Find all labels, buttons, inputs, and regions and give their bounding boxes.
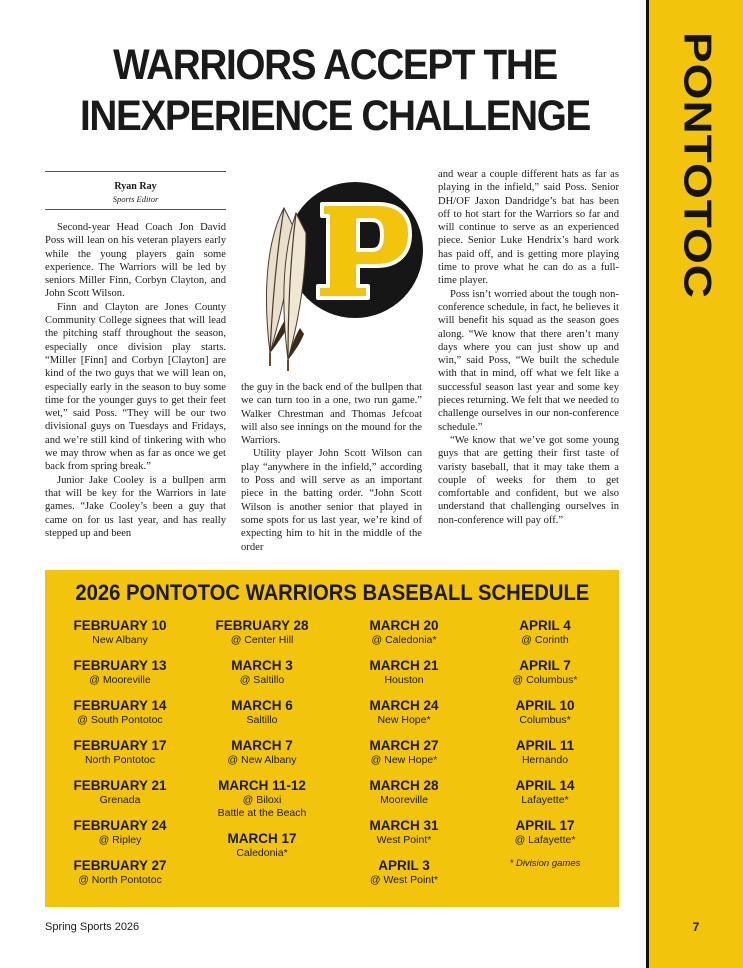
schedule-column-1 [50, 618, 190, 898]
game-entry [475, 698, 615, 727]
game-date: MARCH 3 [231, 658, 293, 673]
game-entry [192, 618, 332, 647]
game-date: APRIL 14 [515, 778, 575, 793]
game-entry [192, 738, 332, 767]
byline-rule-bottom [45, 209, 226, 210]
game-entry [334, 698, 474, 727]
game-opponent: @ Columbus* [512, 674, 578, 686]
game-opponent: @ Biloxi [242, 794, 282, 806]
game-opponent: @ New Hope* [370, 754, 438, 766]
game-entry [475, 778, 615, 807]
feather-icon [266, 208, 306, 371]
game-opponent: Mooreville [380, 794, 428, 806]
game-opponent: Saltillo [246, 714, 278, 726]
game-date: MARCH 24 [369, 698, 439, 713]
game-opponent: @ New Albany [227, 754, 297, 766]
game-date: FEBRUARY 13 [73, 658, 167, 673]
schedule-title: 2026 PONTOTOC WARRIORS BASEBALL SCHEDULE [75, 580, 589, 605]
game-date: FEBRUARY 10 [73, 618, 167, 633]
game-opponent: @ South Pontotoc [77, 714, 163, 726]
author-title: Sports Editor [112, 194, 159, 204]
warriors-logo [240, 168, 430, 373]
game-entry [475, 658, 615, 687]
game-entry [50, 738, 190, 767]
paragraph: Junior Jake Cooley is a bullpen arm that will be key for the Warriors in late games. “Jake Cooley’s been a guy that came on for us last year, and has really stepped up and been [45, 474, 226, 539]
game-opponent: @ North Pontotoc [78, 874, 162, 886]
game-opponent: Columbus* [519, 714, 571, 726]
game-date: MARCH 20 [369, 618, 439, 633]
game-date: MARCH 6 [231, 698, 293, 713]
game-entry [50, 778, 190, 807]
game-entry [334, 818, 474, 847]
game-opponent: New Albany [92, 634, 148, 646]
paragraph: Utility player John Scott Wilson can play “anywhere in the infield,” according to Poss and will serve as an important piece in the batting order. “John Scott Wilson is another senior that played in some spots for us last year, we’re kind of expecting him to hit in the middle of the order [241, 448, 422, 553]
game-date: MARCH 17 [227, 831, 297, 846]
game-entry [192, 831, 332, 860]
game-date: MARCH 21 [369, 658, 439, 673]
game-date: FEBRUARY 21 [73, 778, 167, 793]
schedule-column-3 [334, 618, 474, 898]
game-entry [50, 618, 190, 647]
game-entry [192, 658, 332, 687]
game-date: APRIL 11 [515, 738, 575, 753]
game-opponent: @ Lafayette* [514, 834, 576, 846]
paragraph: Poss isn’t worried about the tough non-conference schedule, in fact, he believes it will benefit his squad as the season goes along. “We know that there aren’t many days where you can just show up and win,” said Poss, “We built the schedule with that in mind, off what we felt like a successful season last year and some key pieces returning. We felt that we needed to challenge ourselves in our non-conference schedule.” [438, 288, 619, 433]
game-entry [475, 618, 615, 647]
game-opponent: @ Saltillo [239, 674, 285, 686]
paragraph: Second-year Head Coach Jon David Poss will lean on his veteran players early while the young players gain some experience. The Warriors will be led by seniors Miller Finn, Corbyn Clayton, and John Scott Wilson. [45, 222, 226, 300]
game-date: FEBRUARY 24 [73, 818, 167, 833]
game-opponent: Houston [384, 674, 424, 686]
game-date: APRIL 10 [515, 698, 575, 713]
game-date: FEBRUARY 27 [73, 858, 167, 873]
paragraph: Finn and Clayton are Jones County Community College signees that will lead the pitching staff throughout the season, especially once division play starts. “Miller [Finn] and Corbyn [Clayton] are kind of the two guys that we will lean on, especially early in the season to buy some time for the younger guys to get their feet wet,” said Poss. “They will be our two divisional guys on Tuesdays and Fridays, and we’re still kind of tinkering with who we may throw when as far as once we get back from spring break.” [45, 301, 226, 473]
game-date: MARCH 27 [369, 738, 439, 753]
paragraph: and wear a couple different hats as far as playing in the infield,” said Poss. Senior DH/OF Jaxon Dandridge’s bat has been off to hot start for the Warriors so far and will continue to serve as an experienced piece. Senior Luke Hendrix’s hard work has paid off, and is getting more playing time to prove what he can do as a full-time player. [438, 169, 619, 287]
page-number: 7 [692, 920, 700, 934]
game-date: APRIL 3 [378, 858, 430, 873]
game-opponent: North Pontotoc [84, 754, 156, 766]
game-opponent: Caledonia* [236, 847, 288, 859]
game-entry [475, 738, 615, 767]
game-opponent: Grenada [99, 794, 141, 806]
game-date: MARCH 7 [231, 738, 293, 753]
game-date: FEBRUARY 14 [73, 698, 167, 713]
game-opponent: @ West Point* [369, 874, 439, 886]
publication-footer: Spring Sports 2026 [45, 921, 140, 933]
game-date: APRIL 17 [515, 818, 575, 833]
game-opponent: @ Mooreville [89, 674, 151, 686]
article-column-2 [241, 381, 422, 554]
game-entry [334, 658, 474, 687]
game-opponent: West Point* [376, 834, 432, 846]
schedule-column-2 [192, 618, 332, 871]
game-opponent: @ Corinth [521, 634, 569, 646]
game-opponent: Lafayette* [521, 794, 569, 806]
headline-line-1: WARRIORS ACCEPT THE [113, 41, 557, 89]
game-opponent: New Hope* [377, 714, 431, 726]
game-entry [50, 658, 190, 687]
headline-line-2: INEXPERIENCE CHALLENGE [79, 92, 591, 140]
game-entry [334, 858, 474, 887]
byline [45, 180, 226, 205]
paragraph: “We know that we’ve got some young guys that are getting their first taste of varisty baseball, that it may take them a couple of weeks for them to get comfortable and confident, but we also understand that challenging ourselves in non-conference will pay off.” [438, 434, 619, 526]
author-name: Ryan Ray [114, 181, 157, 192]
article-column-3 [438, 168, 619, 527]
byline-rule-top [45, 171, 226, 172]
game-date: MARCH 11-12 [218, 778, 306, 793]
game-date: APRIL 7 [519, 658, 571, 673]
division-games-note: * Division games [509, 858, 581, 869]
game-entry [50, 858, 190, 887]
game-opponent: @ Ripley [98, 834, 142, 846]
headline [45, 40, 625, 142]
game-date: APRIL 4 [519, 618, 571, 633]
game-opponent: @ Center Hill [230, 634, 294, 646]
game-entry [334, 778, 474, 807]
game-entry [50, 818, 190, 847]
game-event-name: Battle at the Beach [217, 807, 307, 819]
schedule-column-4 [475, 618, 615, 869]
game-opponent: Hernando [521, 754, 569, 766]
sidebar-section-label [658, 31, 738, 299]
game-opponent: @ Caledonia* [371, 634, 437, 646]
game-date: MARCH 28 [369, 778, 439, 793]
baseball-schedule [45, 570, 619, 907]
game-date: MARCH 31 [369, 818, 439, 833]
game-entry [192, 698, 332, 727]
game-entry [475, 818, 615, 847]
game-entry [50, 698, 190, 727]
game-entry [334, 738, 474, 767]
game-date: FEBRUARY 17 [73, 738, 167, 753]
game-date: FEBRUARY 28 [215, 618, 309, 633]
paragraph: the guy in the back end of the bullpen that we can turn too in a one, two run game.” Walker Chrestman and Thomas Jefcoat will also see innings on the mound for the Warriors. [241, 382, 422, 447]
game-entry [334, 618, 474, 647]
article-column-1 [45, 221, 226, 540]
game-entry [192, 778, 332, 820]
sidebar-word: PONTOTOC [675, 31, 721, 299]
